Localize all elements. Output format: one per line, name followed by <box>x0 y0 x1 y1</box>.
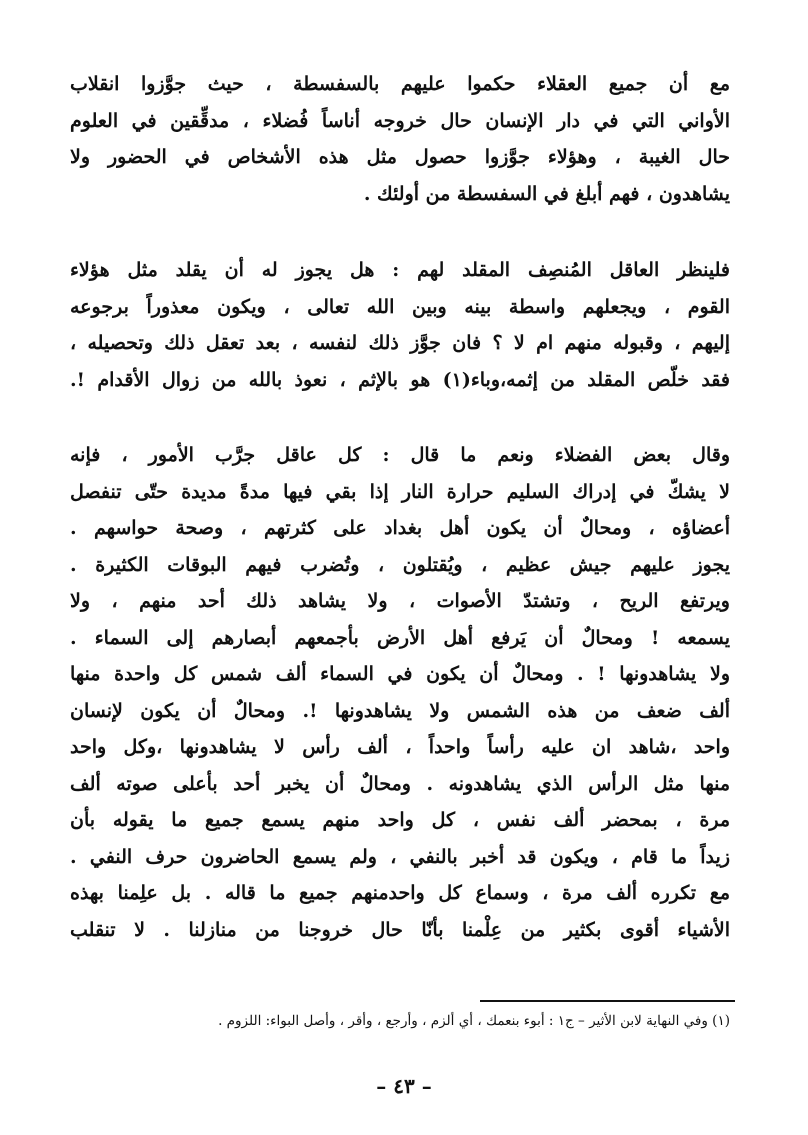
text-line: أعضاؤه ، ومحالٌ أن يكون أهل بغداد على كثرتهم ، وصحة حواسهم . <box>70 517 730 539</box>
text-line: الأشياء أقوى بكثير من عِلْمنا بأنّا حال خروجنا من منازلنا . لا تنقلب <box>70 918 730 941</box>
text-line: واحد ،شاهد ان عليه رأساً واحداً ، ألف رأس لا يشاهدونها ،وكل واحد <box>70 736 730 758</box>
text-line: زيداً ما قام ، ويكون قد أخبر بالنفي ، ولم يسمع الحاضرون حرف النفي . <box>70 845 730 868</box>
text-line: لا يشكّ في إدراك السليم حرارة النار إذا بقي فيها مدةً مديدة حتّى تنفصل <box>70 480 730 503</box>
text-line: القوم ، ويجعلهم واسطة بينه وبين الله تعالى ، ويكون معذوراً برجوعه <box>70 295 730 318</box>
text-line: مرة ، بمحضر ألف نفس ، كل واحد منهم يسمع جميع ما يقوله بأن <box>70 809 730 831</box>
text-line: ولا يشاهدونها ! . ومحالٌ أن يكون في السماء ألف شمس كل واحدة منها <box>70 663 730 685</box>
text-line: حال الغيبة ، وهؤلاء جوَّزوا حصول مثل هذه الأشخاص في الحضور ولا <box>70 146 730 168</box>
text-line: منها مثل الرأس الذي يشاهدونه . ومحالٌ أن يخبر أحد بأعلى صوته ألف <box>70 772 730 795</box>
footnote-divider <box>480 1000 735 1002</box>
text-line: يسمعه ! ومحالٌ أن يَرفع أهل الأرض بأجمعهم أبصارهم إلى السماء . <box>70 626 730 649</box>
page-number: – ٤٣ – <box>376 1074 432 1098</box>
text-line: إليهم ، وقبوله منهم ام لا ؟ فان جوَّز ذلك لنفسه ، بعد تعقل ذلك وتحصيله ، <box>70 332 730 354</box>
footnote: (١) وفي النهاية لابن الأثير – ج١ : أبوء بنعمك ، أي ألزم ، وأرجع ، وأقر ، وأصل البواء: اللزوم . <box>218 1013 730 1029</box>
text-line: فقد خلّص المقلد من إثمه،وباء(١) هو بالإثم ، نعوذ بالله من زوال الأقدام !. <box>70 368 730 391</box>
text-line: الأواني التي في دار الإنسان حال خروجه أناساً فُضلاء ، مدقِّقين في العلوم <box>70 109 730 132</box>
text-line: ألف ضعف من هذه الشمس ولا يشاهدونها !. ومحالٌ أن يكون لإنسان <box>70 699 730 722</box>
text-line: يجوز عليهم جيش عظيم ، ويُقتلون ، وتُضرب فيهم البوقات الكثيرة . <box>70 553 730 576</box>
paragraph-1 <box>70 66 730 212</box>
text-line: فلينظر العاقل المُنصِف المقلد لهم : هل يجوز له أن يقلد مثل هؤلاء <box>70 259 730 281</box>
text-line: ويرتفع الريح ، وتشتدّ الأصوات ، ولا يشاهد ذلك أحد منهم ، ولا <box>70 590 730 612</box>
paragraph-2 <box>70 252 730 398</box>
text-line: يشاهدون ، فهم أبلغ في السفسطة من أولئك . <box>363 182 730 205</box>
text-line: وقال بعض الفضلاء ونعم ما قال : كل عاقل جرَّب الأمور ، فإنه <box>70 444 730 466</box>
paragraph-3 <box>70 437 730 948</box>
text-line: مع تكرره ألف مرة ، وسماع كل واحدمنهم جميع ما قاله . بل علِمنا بهذه <box>70 882 730 904</box>
text-line: مع أن جميع العقلاء حكموا عليهم بالسفسطة ، حيث جوَّزوا انقلاب <box>70 73 730 95</box>
